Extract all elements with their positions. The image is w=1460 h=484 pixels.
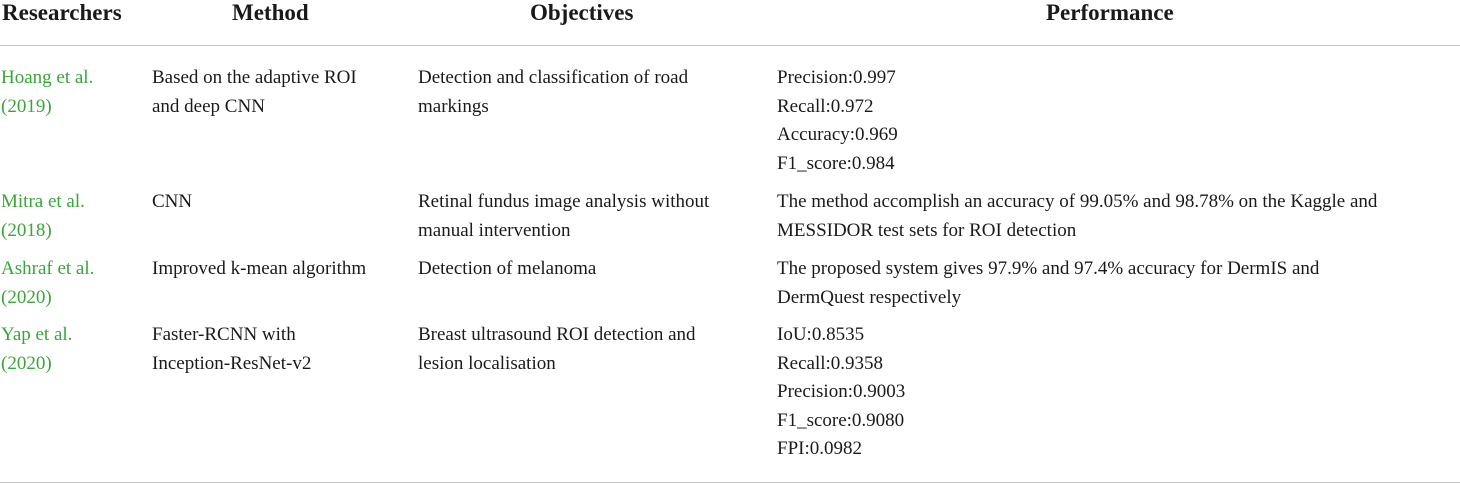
header-rule: [0, 45, 1460, 46]
cell-researchers[interactable]: [1, 64, 93, 121]
cell-performance: [777, 255, 1319, 312]
header-method: Method: [232, 0, 309, 25]
cell-line: Inception-ResNet-v2: [152, 352, 312, 374]
cell-line: Recall:0.972: [777, 95, 874, 117]
cell-line: CNN: [152, 191, 193, 212]
reference-link-line[interactable]: (2020): [1, 286, 52, 308]
cell-line: Detection of melanoma: [418, 258, 597, 279]
cell-line: Precision:0.997: [777, 67, 896, 88]
cell-line: and deep CNN: [152, 95, 265, 117]
reference-link-line[interactable]: Yap et al.: [1, 324, 73, 345]
cell-performance: [777, 64, 898, 178]
reference-link-line[interactable]: Hoang et al.: [1, 67, 94, 88]
cell-line: The proposed system gives 97.9% and 97.4% accuracy for DermIS and: [777, 258, 1320, 279]
reference-link-line[interactable]: Ashraf et al.: [1, 258, 95, 279]
cell-line: manual intervention: [418, 219, 571, 241]
cell-performance: [777, 321, 905, 464]
cell-objectives: [418, 321, 696, 378]
cell-line: IoU:0.8535: [777, 324, 865, 345]
cell-line: lesion localisation: [418, 352, 556, 374]
cell-method: [152, 321, 311, 378]
cell-line: Accuracy:0.969: [777, 124, 898, 145]
cell-objectives: [418, 255, 596, 284]
cell-line: The method accomplish an accuracy of 99.05% and 98.78% on the Kaggle and: [777, 191, 1378, 212]
reference-link-line[interactable]: (2019): [1, 95, 52, 117]
reference-link-line[interactable]: Mitra et al.: [1, 191, 85, 212]
cell-researchers[interactable]: [1, 321, 72, 378]
cell-researchers[interactable]: [1, 188, 85, 245]
cell-method: [152, 64, 357, 121]
cell-objectives: [418, 64, 688, 121]
cell-line: Faster-RCNN with: [152, 324, 296, 345]
cell-researchers[interactable]: [1, 255, 94, 312]
cell-line: FPI:0.0982: [777, 438, 862, 459]
bottom-rule: [0, 482, 1460, 483]
cell-line: Improved k-mean algorithm: [152, 258, 367, 279]
cell-line: markings: [418, 95, 489, 117]
table-header: [0, 0, 1460, 46]
cell-line: F1_score:0.9080: [777, 409, 905, 431]
cell-line: Detection and classification of road: [418, 67, 689, 88]
header-researchers: Researchers: [2, 0, 122, 25]
reference-link-line[interactable]: (2018): [1, 219, 52, 241]
cell-method: [152, 188, 192, 217]
cell-line: Based on the adaptive ROI: [152, 67, 357, 88]
cell-performance: [777, 188, 1377, 245]
cell-line: Retinal fundus image analysis without: [418, 191, 710, 212]
header-performance: Performance: [1046, 0, 1174, 25]
cell-line: Recall:0.9358: [777, 352, 884, 374]
cell-line: F1_score:0.984: [777, 152, 895, 174]
cell-line: Precision:0.9003: [777, 381, 906, 402]
header-objectives: Objectives: [530, 0, 634, 25]
reference-link-line[interactable]: (2020): [1, 352, 52, 374]
cell-line: DermQuest respectively: [777, 286, 962, 308]
cell-line: MESSIDOR test sets for ROI detection: [777, 219, 1077, 241]
cell-line: Breast ultrasound ROI detection and: [418, 324, 696, 345]
cell-method: [152, 255, 366, 284]
cell-objectives: [418, 188, 709, 245]
